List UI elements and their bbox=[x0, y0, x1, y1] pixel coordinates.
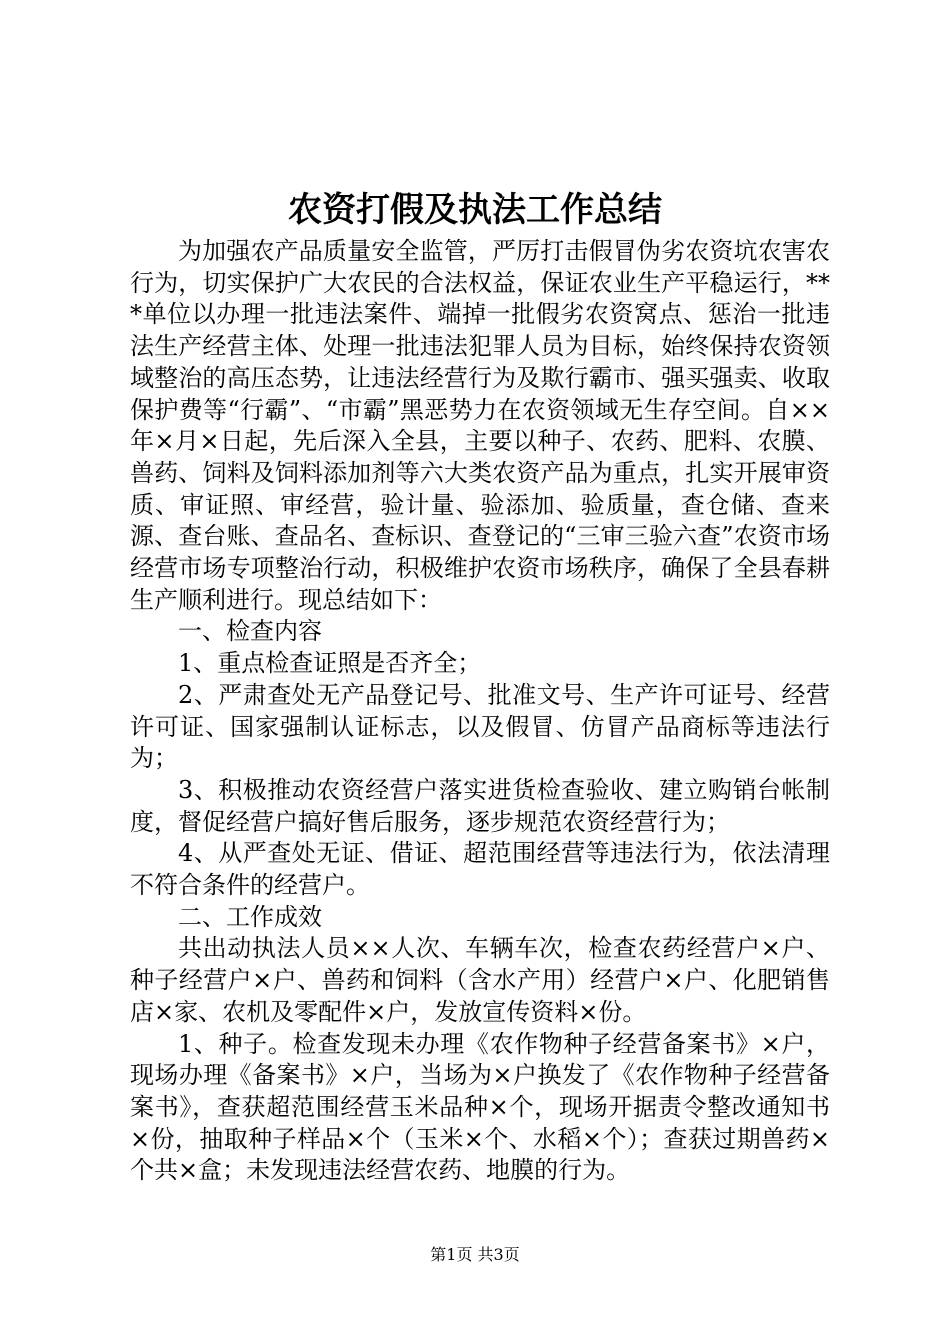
document-title: 农资打假及执法工作总结 bbox=[288, 190, 662, 230]
paragraph-item-3: 3、积极推动农资经营户落实进货检查验收、建立购销台帐制度，督促经营户搞好售后服务，逐步规范农资经营行为； bbox=[130, 775, 830, 836]
paragraph-item-1: 1、重点检查证照是否齐全； bbox=[178, 649, 482, 678]
paragraph-item-4: 4、从严查处无证、借证、超范围经营等违法行为，依法清理不符合条件的经营户。 bbox=[130, 839, 830, 900]
paragraph-seeds: 1、种子。检查发现未办理《农作物种子经营备案书》×户，现场办理《备案书》×户，当场为×户换发了《农作物种子经营备案书》，查获超范围经营玉米品种×个，现场开据责令整改通知书×份，抽取种子样品×个（玉米×个、水稻×个）；查获过期兽药×个共×盒；未发现违法经营农药、地膜的行为。 bbox=[130, 1029, 830, 1185]
document-body bbox=[130, 236, 830, 1187]
paragraph-intro: 为加强农产品质量安全监管，严厉打击假冒伪劣农资坑农害农行为，切实保护广大农民的合法权益，保证农业生产平稳运行，***单位以办理一批违法案件、端掉一批假劣农资窝点、惩治一批违法生产经营主体、处理一批违法犯罪人员为目标，始终保持农资领域整治的高压态势，让违法经营行为及欺行霸市、强买强卖、收取保护费等“行霸”、“市霸”黑恶势力在农资领域无生存空间。自××年×月×日起，先后深入全县，主要以种子、农药、肥料、农膜、兽药、饲料及饲料添加剂等六大类农资产品为重点，扎实开展审资质、审证照、审经营，验计量、验添加、验质量，查仓储、查来源、查台账、查品名、查标识、查登记的“三审三验六查”农资市场经营市场专项整治行动，积极维护农资市场秩序，确保了全县春耕生产顺利进行。现总结如下： bbox=[130, 237, 830, 614]
page-footer: 第1页 共3页 bbox=[430, 1245, 520, 1264]
section-heading-results: 二、工作成效 bbox=[178, 902, 322, 931]
paragraph-item-2: 2、严肃查处无产品登记号、批准文号、生产许可证号、经营许可证、国家强制认证标志，以及假冒、仿冒产品商标等违法行为； bbox=[130, 680, 830, 773]
paragraph-results-summary: 共出动执法人员××人次、车辆车次，检查农药经营户×户、种子经营户×户、兽药和饲料（含水产用）经营户×户、化肥销售店×家、农机及零配件×户，发放宣传资料×份。 bbox=[130, 934, 830, 1026]
section-heading-inspection: 一、检查内容 bbox=[178, 617, 322, 646]
